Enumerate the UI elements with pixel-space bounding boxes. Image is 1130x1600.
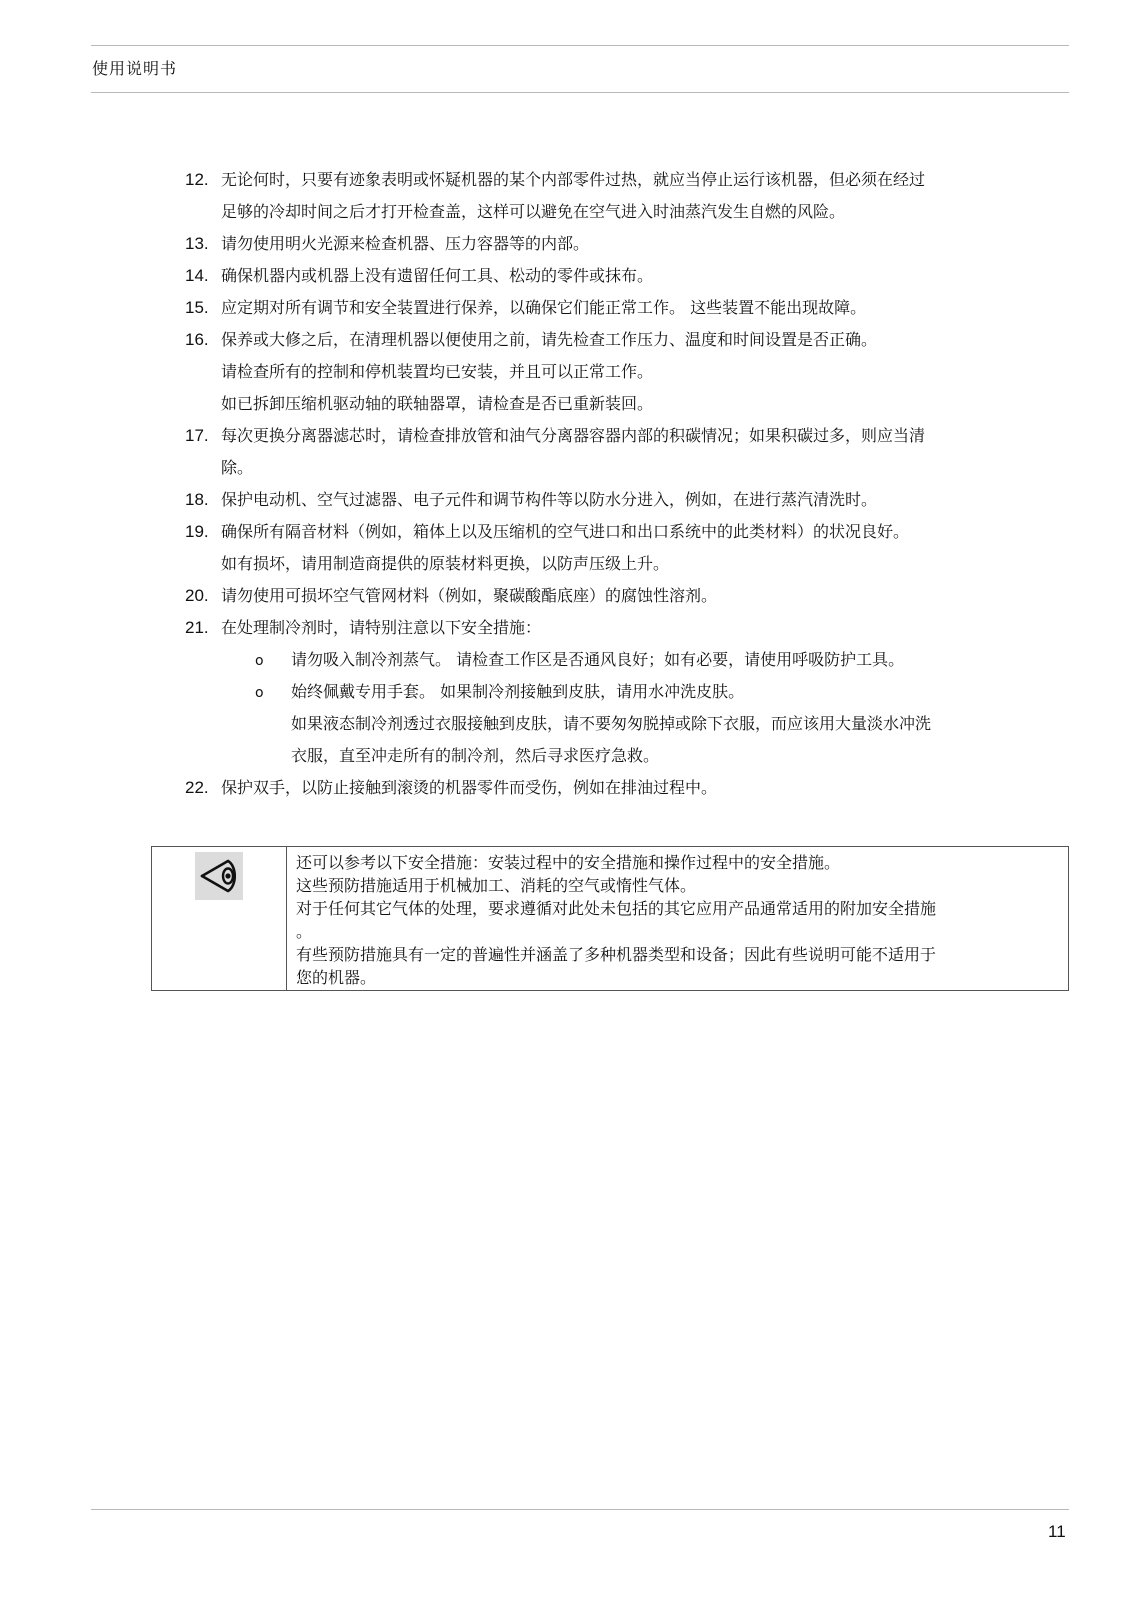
notice-text (296, 851, 1066, 989)
list-item-16 (185, 324, 1085, 420)
item-text: 确保机器内或机器上没有遗留任何工具、松动的零件或抹布。 (221, 266, 654, 285)
bullet-continuation: 衣服，直至冲走所有的制冷剂，然后寻求医疗急救。 (291, 746, 660, 765)
list-item-19 (185, 516, 1085, 580)
item-text: 请检查所有的控制和停机装置均已安装，并且可以正常工作。 (221, 362, 654, 381)
item-number: 15. (185, 298, 209, 317)
notice-line: 。 (296, 922, 313, 941)
list-item-17 (185, 420, 1085, 484)
list-item-13 (185, 228, 1085, 260)
item-text: 请勿使用明火光源来检查机器、压力容器等的内部。 (221, 234, 590, 253)
item-number: 21. (185, 618, 209, 637)
header-rule (91, 45, 1069, 46)
item-text: 保护电动机、空气过滤器、电子元件和调节构件等以防水分进入，例如，在进行蒸汽清洗时。 (221, 490, 878, 509)
list-item-12 (185, 164, 1085, 228)
bullet-continuation: 如果液态制冷剂透过衣服接触到皮肤，请不要匆匆脱掉或除下衣服，而应该用大量淡水冲洗 (291, 714, 932, 733)
list-item-20 (185, 580, 1085, 612)
notice-line: 还可以参考以下安全措施：安装过程中的安全措施和操作过程中的安全措施。 (296, 853, 841, 872)
list-item-21 (185, 612, 1085, 644)
list-item-15 (185, 292, 1085, 324)
item-number: 16. (185, 330, 209, 349)
bullet-text: 请勿吸入制冷剂蒸气。 请检查工作区是否通风良好；如有必要，请使用呼吸防护工具。 (291, 650, 905, 669)
notice-line: 对于任何其它气体的处理，要求遵循对此处未包括的其它应用产品通常适用的附加安全措施 (296, 899, 937, 918)
bullet-marker: o (255, 653, 264, 669)
bullet-item (185, 676, 1085, 708)
item-text: 保养或大修之后，在清理机器以便使用之前，请先检查工作压力、温度和时间设置是否正确。 (221, 330, 878, 349)
item-number: 13. (185, 234, 209, 253)
item-number: 20. (185, 586, 209, 605)
page-number: 11 (1048, 1522, 1066, 1541)
item-number: 12. (185, 170, 209, 189)
list-item-18 (185, 484, 1085, 516)
notice-line: 有些预防措施具有一定的普遍性并涵盖了多种机器类型和设备；因此有些说明可能不适用于 (296, 945, 937, 964)
item-text: 无论何时，只要有迹象表明或怀疑机器的某个内部零件过热，就应当停止运行该机器，但必须在经过 (221, 170, 926, 189)
item-text: 如有损坏，请用制造商提供的原装材料更换，以防声压级上升。 (221, 554, 670, 573)
item-text: 每次更换分离器滤芯时，请检查排放管和油气分离器容器内部的积碳情况；如果积碳过多，则应当清 (221, 426, 926, 445)
item-number: 17. (185, 426, 209, 445)
item-text: 在处理制冷剂时，请特别注意以下安全措施： (221, 618, 542, 637)
item-text: 如已拆卸压缩机驱动轴的联轴器罩，请检查是否已重新装回。 (221, 394, 654, 413)
item-number: 18. (185, 490, 209, 509)
eye-icon (195, 852, 243, 900)
item-number: 22. (185, 778, 209, 797)
notice-line: 您的机器。 (296, 968, 377, 987)
item-text: 除。 (221, 458, 254, 477)
safety-notice-box (151, 846, 1069, 991)
list-item-22 (185, 772, 1085, 804)
bullet-marker: o (255, 685, 264, 701)
bullet-text: 始终佩戴专用手套。 如果制冷剂接触到皮肤，请用水冲洗皮肤。 (291, 682, 745, 701)
item-text: 足够的冷却时间之后才打开检查盖，这样可以避免在空气进入时油蒸汽发生自燃的风险。 (221, 202, 846, 221)
footer-rule (91, 1509, 1069, 1510)
list-item-14 (185, 260, 1085, 292)
header-bottom-rule (91, 92, 1069, 93)
item-text: 保护双手，以防止接触到滚烫的机器零件而受伤，例如在排油过程中。 (221, 778, 718, 797)
notice-icon-cell (152, 847, 287, 990)
page-header-title: 使用说明书 (92, 59, 178, 78)
item-text: 请勿使用可损坏空气管网材料（例如，聚碳酸酯底座）的腐蚀性溶剂。 (221, 586, 718, 605)
instruction-list (185, 164, 1085, 804)
notice-line: 这些预防措施适用于机械加工、消耗的空气或惰性气体。 (296, 876, 697, 895)
item-text: 应定期对所有调节和安全装置进行保养，以确保它们能正常工作。 这些装置不能出现故障。 (221, 298, 867, 317)
item-text: 确保所有隔音材料（例如，箱体上以及压缩机的空气进口和出口系统中的此类材料）的状况良好。 (221, 522, 910, 541)
bullet-item (185, 644, 1085, 676)
item-number: 19. (185, 522, 209, 541)
item-number: 14. (185, 266, 209, 285)
